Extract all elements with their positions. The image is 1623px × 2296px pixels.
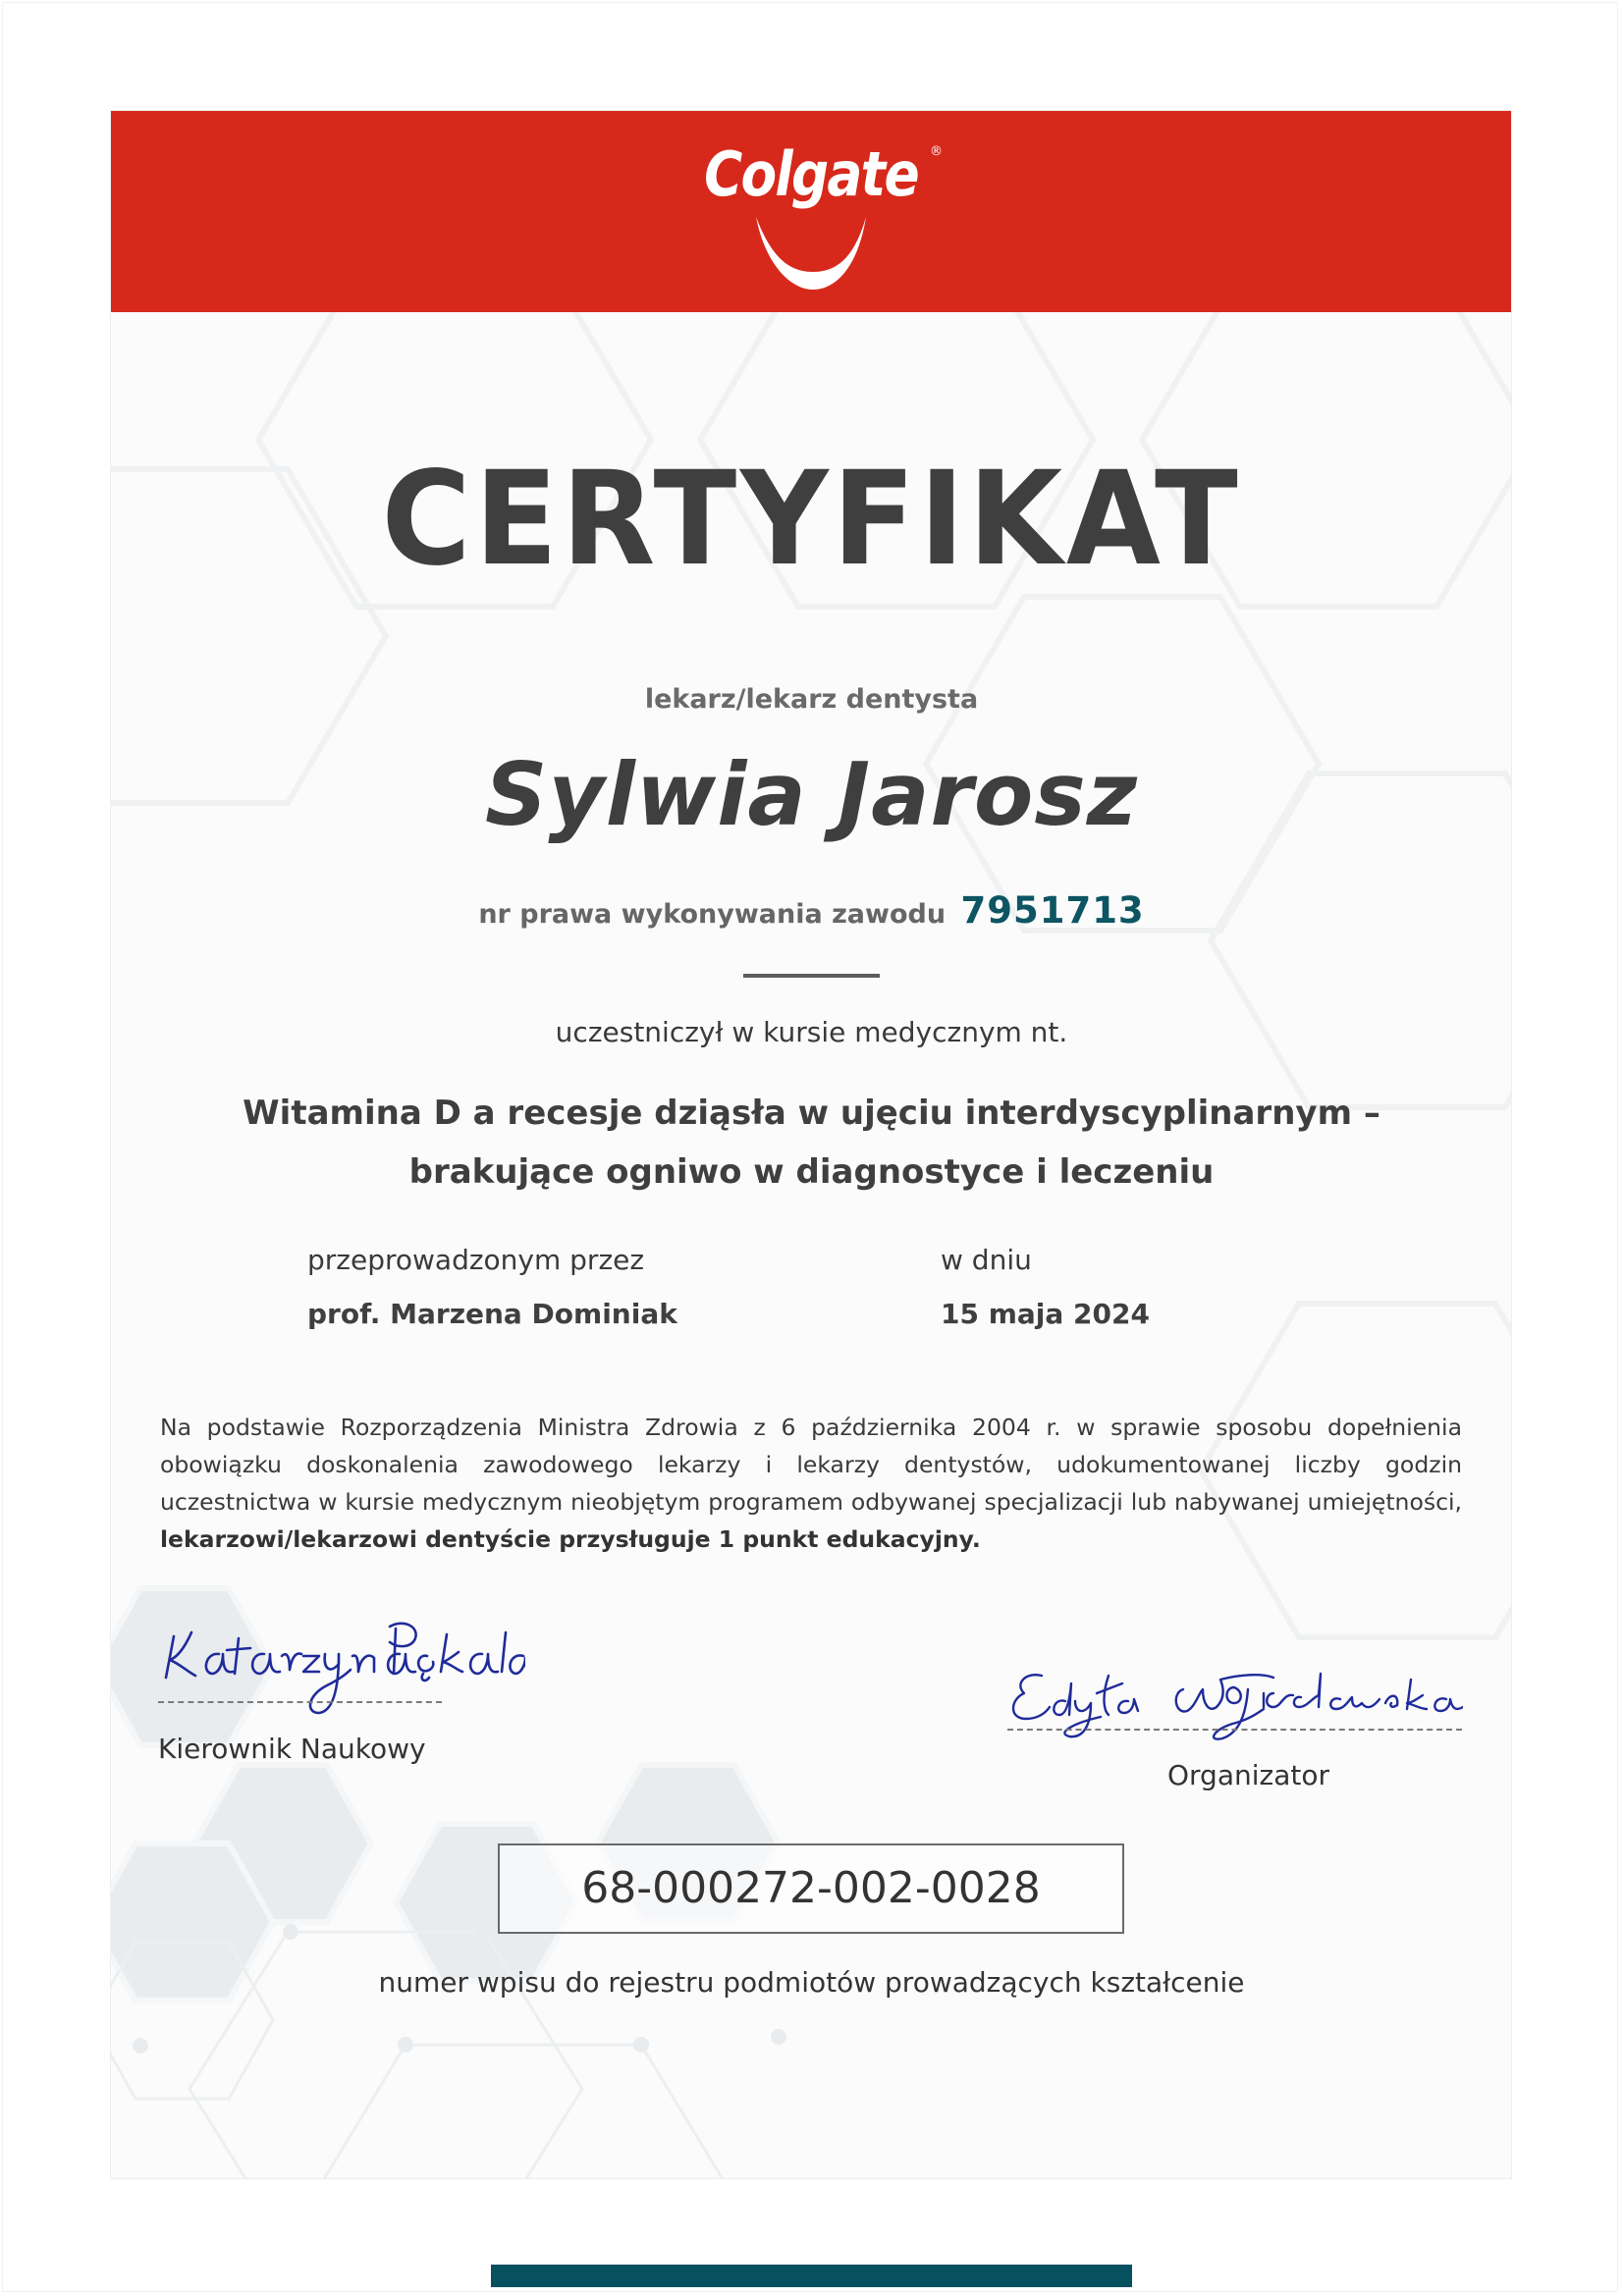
license-line: [0, 889, 1623, 932]
logo-wordmark: Colgate: [704, 138, 918, 210]
signature-line-left: [158, 1701, 442, 1703]
signature-kierownik: [162, 1615, 525, 1723]
registered-mark: ®: [930, 144, 943, 159]
license-number: 7951713: [960, 889, 1145, 932]
conducted-by-value: prof. Marzena Dominiak: [307, 1298, 677, 1330]
colgate-logo: [644, 138, 978, 295]
legal-text-bold: lekarzowi/lekarzowi dentyście przysługuje 1 punkt edukacyjny.: [160, 1525, 981, 1553]
smile-icon: [752, 215, 870, 292]
legal-basis-paragraph: [160, 1409, 1462, 1558]
license-label: nr prawa wykonywania zawodu: [478, 899, 947, 930]
registry-number-box: 68-000272-002-0028: [498, 1843, 1124, 1934]
legal-text: Na podstawie Rozporządzenia Ministra Zdrowia z 6 października 2004 r. w sprawie sposobu dopełnienia obowiązku doskonalenia zawodowego lekarzy i lekarzy dentystów, udokumentowanej liczby godzin uczestnictwa w kursie medycznym nieobjętym programem odbywanej specjalizacji lub nabywanej umiejętności,: [160, 1414, 1462, 1516]
recipient-role: lekarz/lekarz dentysta: [644, 684, 979, 715]
course-title-line: Witamina D a recesje dziąsła w ujęciu interdyscyplinarnym –: [243, 1094, 1380, 1133]
signature-organizator: [1006, 1654, 1463, 1747]
course-title-line: brakujące ogniwo w diagnostyce i leczeniu: [408, 1152, 1215, 1192]
date-label: w dniu: [941, 1244, 1032, 1276]
course-title: [0, 1084, 1623, 1201]
conducted-by-label: przeprowadzonym przez: [307, 1244, 645, 1276]
divider: [743, 974, 880, 978]
signature-label-right: Organizator: [1167, 1759, 1329, 1791]
signature-line-right: [1007, 1729, 1462, 1731]
date-value: 15 maja 2024: [941, 1298, 1150, 1330]
certificate-title: CERTYFIKAT: [381, 444, 1242, 595]
participation-statement: uczestniczył w kursie medycznym nt.: [555, 1016, 1068, 1048]
brand-banner: [111, 111, 1511, 312]
signature-label-left: Kierownik Naukowy: [158, 1733, 426, 1765]
footer-accent-bar: [491, 2265, 1132, 2287]
recipient-name: Sylwia Jarosz: [485, 744, 1138, 845]
registry-caption: numer wpisu do rejestru podmiotów prowadzących kształcenie: [378, 1966, 1245, 1999]
